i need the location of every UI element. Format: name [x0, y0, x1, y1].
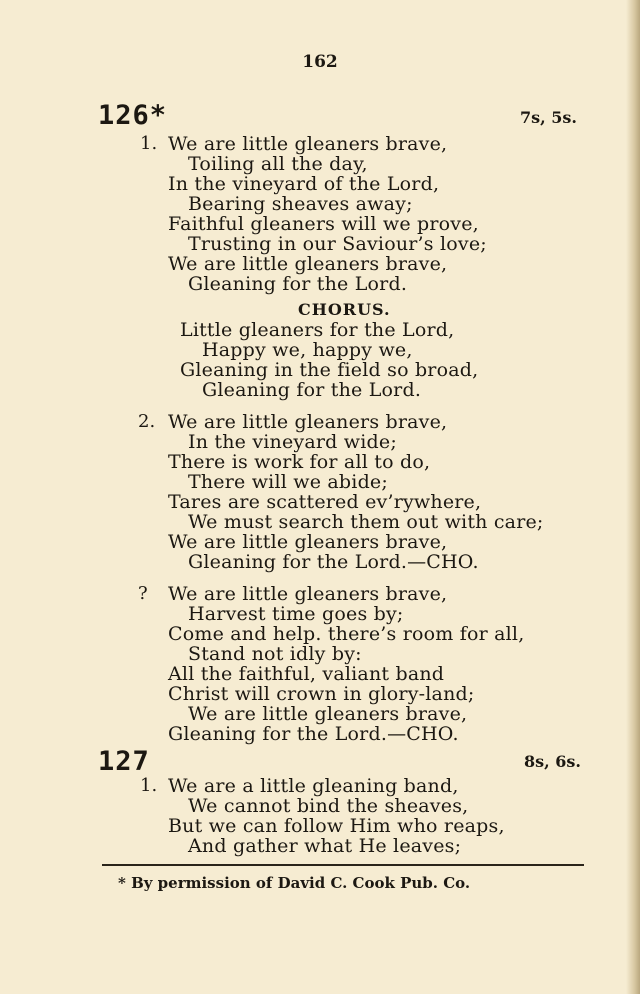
hymn-126-verse-1-line-7: We are little gleaners brave,: [168, 253, 448, 275]
hymn-126-verse-2-line-5: Tares are scattered ev’rywhere,: [168, 491, 482, 513]
hymn-126-verse-3-line-2: Harvest time goes by;: [188, 603, 404, 625]
hymn-127-verse-1-line-2: We cannot bind the sheaves,: [188, 795, 469, 817]
hymn-127-number: 127: [98, 746, 150, 777]
hymn-126-verse-2-number: 2.: [138, 411, 156, 432]
hymn-127-verse-1-line-3: But we can follow Him who reaps,: [168, 815, 505, 837]
hymn-127-verse-1-number: 1.: [140, 775, 158, 796]
page-edge-shadow: [626, 0, 640, 994]
hymn-126-verse-1-line-5: Faithful gleaners will we prove,: [168, 213, 479, 235]
hymn-126-verse-1-line-1: We are little gleaners brave,: [168, 133, 448, 155]
hymn-126-verse-3-line-8: Gleaning for the Lord.—CHO.: [168, 723, 459, 745]
hymn-126-meter: 7s, 5s.: [520, 108, 577, 127]
hymn-126-verse-1-line-3: In the vineyard of the Lord,: [168, 173, 440, 195]
hymn-126-verse-2-line-8: Gleaning for the Lord.—CHO.: [188, 551, 479, 573]
hymn-126-verse-3-number: ?: [138, 583, 148, 604]
chorus-line-3: Gleaning in the field so broad,: [180, 359, 479, 381]
hymn-127-verse-1-line-1: We are a little gleaning band,: [168, 775, 459, 797]
hymn-126-verse-3-line-4: Stand not idly by:: [188, 643, 362, 665]
page-number: 162: [302, 52, 338, 72]
hymn-126-verse-3-line-1: We are little gleaners brave,: [168, 583, 448, 605]
hymn-126-verse-3-line-5: All the faithful, valiant band: [168, 663, 445, 685]
hymn-126-verse-2-line-2: In the vineyard wide;: [188, 431, 397, 453]
footnote-divider: [102, 864, 584, 866]
hymn-126-verse-3-line-3: Come and help. there’s room for all,: [168, 623, 525, 645]
hymn-126-verse-1-line-2: Toiling all the day,: [188, 153, 368, 175]
hymn-126-verse-3-line-6: Christ will crown in glory-land;: [168, 683, 475, 705]
chorus-line-1: Little gleaners for the Lord,: [180, 319, 455, 341]
hymn-127-meter: 8s, 6s.: [524, 752, 581, 771]
footnote: * By permission of David C. Cook Pub. Co.: [118, 874, 471, 892]
hymn-126-verse-2-line-4: There will we abide;: [188, 471, 388, 493]
hymn-126-verse-2-line-7: We are little gleaners brave,: [168, 531, 448, 553]
hymn-126-verse-1-number: 1.: [140, 133, 158, 154]
hymn-126-verse-1-line-8: Gleaning for the Lord.: [188, 273, 408, 295]
hymn-126-verse-2-line-3: There is work for all to do,: [168, 451, 431, 473]
hymn-126-verse-3-line-7: We are little gleaners brave,: [188, 703, 468, 725]
hymn-127-verse-1-line-4: And gather what He leaves;: [188, 835, 462, 857]
chorus-line-4: Gleaning for the Lord.: [202, 379, 422, 401]
chorus-line-2: Happy we, happy we,: [202, 339, 413, 361]
hymn-126-verse-1-line-4: Bearing sheaves away;: [188, 193, 413, 215]
hymn-126-number: 126*: [98, 100, 168, 131]
chorus-heading: CHORUS.: [298, 300, 391, 319]
hymn-126-verse-2-line-6: We must search them out with care;: [188, 511, 544, 533]
hymn-126-verse-1-line-6: Trusting in our Saviour’s love;: [188, 233, 487, 255]
hymn-126-verse-2-line-1: We are little gleaners brave,: [168, 411, 448, 433]
